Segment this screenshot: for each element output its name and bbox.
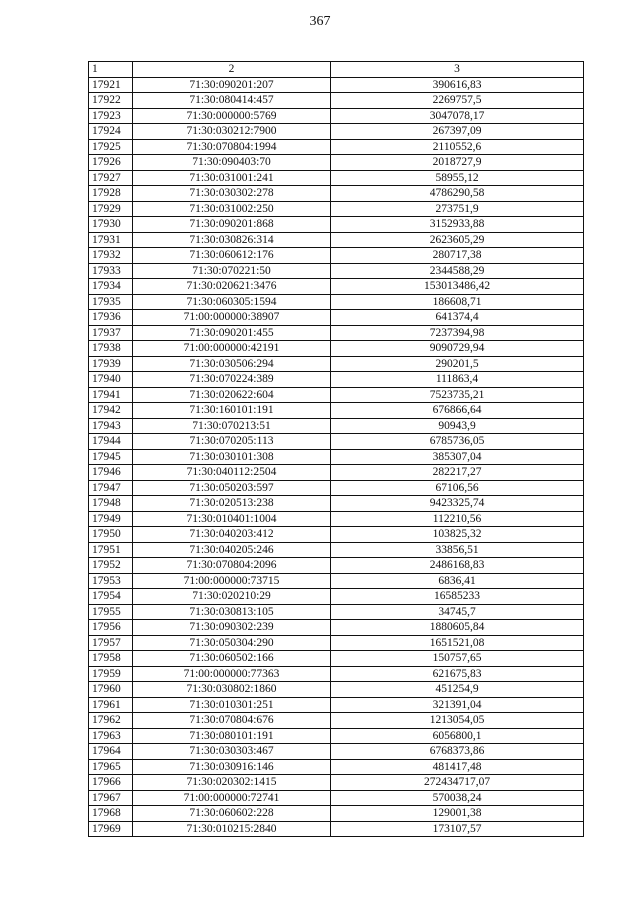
value-cell: 321391,04	[331, 697, 584, 713]
row-number-cell: 17958	[89, 651, 133, 667]
value-cell: 2344588,29	[331, 263, 584, 279]
cadastral-number-cell: 71:30:060602:228	[133, 806, 331, 822]
cadastral-number-cell: 71:30:030826:314	[133, 232, 331, 248]
cadastral-number-cell: 71:00:000000:73715	[133, 573, 331, 589]
row-number-cell: 17949	[89, 511, 133, 527]
cadastral-number-cell: 71:00:000000:42191	[133, 341, 331, 357]
row-number-cell: 17939	[89, 356, 133, 372]
value-cell: 272434717,07	[331, 775, 584, 791]
row-number-cell: 17934	[89, 279, 133, 295]
cadastral-number-cell: 71:30:070804:2096	[133, 558, 331, 574]
cadastral-number-cell: 71:30:020621:3476	[133, 279, 331, 295]
row-number-cell: 17932	[89, 248, 133, 264]
row-number-cell: 17960	[89, 682, 133, 698]
row-number-cell: 17946	[89, 465, 133, 481]
table-row	[89, 651, 584, 667]
cadastral-number-cell: 71:30:050203:597	[133, 480, 331, 496]
value-cell: 2269757,5	[331, 93, 584, 109]
cadastral-number-cell: 71:30:030802:1860	[133, 682, 331, 698]
table-row	[89, 325, 584, 341]
value-cell: 1880605,84	[331, 620, 584, 636]
cadastral-number-cell: 71:30:160101:191	[133, 403, 331, 419]
table-row	[89, 465, 584, 481]
table-row	[89, 821, 584, 837]
value-cell: 34745,7	[331, 604, 584, 620]
table-row	[89, 294, 584, 310]
table-row	[89, 263, 584, 279]
cadastral-number-cell: 71:00:000000:38907	[133, 310, 331, 326]
table-row	[89, 806, 584, 822]
row-number-cell: 17955	[89, 604, 133, 620]
value-cell: 1213054,05	[331, 713, 584, 729]
row-number-cell: 17957	[89, 635, 133, 651]
value-cell: 6768373,86	[331, 744, 584, 760]
table-row	[89, 744, 584, 760]
row-number-cell: 17941	[89, 387, 133, 403]
value-cell: 173107,57	[331, 821, 584, 837]
value-cell: 282217,27	[331, 465, 584, 481]
row-number-cell: 17930	[89, 217, 133, 233]
table-row	[89, 77, 584, 93]
table-row	[89, 418, 584, 434]
cadastral-number-cell: 71:30:030212:7900	[133, 124, 331, 140]
table-row	[89, 155, 584, 171]
cadastral-number-cell: 71:30:040203:412	[133, 527, 331, 543]
cadastral-number-cell: 71:00:000000:77363	[133, 666, 331, 682]
row-number-cell: 17952	[89, 558, 133, 574]
table-row	[89, 496, 584, 512]
value-cell: 6836,41	[331, 573, 584, 589]
row-number-cell: 17935	[89, 294, 133, 310]
cadastral-number-cell: 71:30:080414:457	[133, 93, 331, 109]
table-row	[89, 232, 584, 248]
value-cell: 67106,56	[331, 480, 584, 496]
cadastral-number-cell: 71:30:030302:278	[133, 186, 331, 202]
value-cell: 16585233	[331, 589, 584, 605]
row-number-cell: 17950	[89, 527, 133, 543]
cadastral-number-cell: 71:30:010301:251	[133, 697, 331, 713]
cadastral-number-cell: 71:30:010215:2840	[133, 821, 331, 837]
table-row	[89, 589, 584, 605]
table-row	[89, 186, 584, 202]
row-number-cell: 17929	[89, 201, 133, 217]
value-cell: 570038,24	[331, 790, 584, 806]
row-number-cell: 17926	[89, 155, 133, 171]
table-row	[89, 713, 584, 729]
value-cell: 186608,71	[331, 294, 584, 310]
cadastral-number-cell: 71:30:090302:239	[133, 620, 331, 636]
table-row	[89, 201, 584, 217]
table-row	[89, 511, 584, 527]
table-row	[89, 480, 584, 496]
row-number-cell: 17966	[89, 775, 133, 791]
cadastral-number-cell: 71:30:030101:308	[133, 449, 331, 465]
cadastral-number-cell: 71:30:060612:176	[133, 248, 331, 264]
value-cell: 129001,38	[331, 806, 584, 822]
value-cell: 4786290,58	[331, 186, 584, 202]
cadastral-number-cell: 71:30:090201:868	[133, 217, 331, 233]
table-row	[89, 558, 584, 574]
value-cell: 6785736,05	[331, 434, 584, 450]
value-cell: 7523735,21	[331, 387, 584, 403]
value-cell: 90943,9	[331, 418, 584, 434]
header-row	[89, 62, 584, 78]
row-number-cell: 17931	[89, 232, 133, 248]
cadastral-number-cell: 71:30:070205:113	[133, 434, 331, 450]
row-number-cell: 17948	[89, 496, 133, 512]
cadastral-number-cell: 71:30:090201:207	[133, 77, 331, 93]
table-row	[89, 310, 584, 326]
table-row	[89, 93, 584, 109]
table-row	[89, 604, 584, 620]
value-cell: 150757,65	[331, 651, 584, 667]
cadastral-number-cell: 71:30:020302:1415	[133, 775, 331, 791]
table-row	[89, 635, 584, 651]
table-header	[89, 62, 584, 78]
cadastral-number-cell: 71:30:080101:191	[133, 728, 331, 744]
cadastral-number-cell: 71:00:000000:72741	[133, 790, 331, 806]
table-row	[89, 682, 584, 698]
value-cell: 103825,32	[331, 527, 584, 543]
value-cell: 267397,09	[331, 124, 584, 140]
cadastral-number-cell: 71:30:040112:2504	[133, 465, 331, 481]
row-number-cell: 17923	[89, 108, 133, 124]
cadastral-number-cell: 71:30:040205:246	[133, 542, 331, 558]
cadastral-number-cell: 71:30:070224:389	[133, 372, 331, 388]
row-number-cell: 17956	[89, 620, 133, 636]
value-cell: 385307,04	[331, 449, 584, 465]
value-cell: 290201,5	[331, 356, 584, 372]
value-cell: 3047078,17	[331, 108, 584, 124]
table-row	[89, 775, 584, 791]
value-cell: 153013486,42	[331, 279, 584, 295]
table-row	[89, 620, 584, 636]
row-number-cell: 17965	[89, 759, 133, 775]
cadastral-number-cell: 71:30:060502:166	[133, 651, 331, 667]
column-header-3: 3	[331, 62, 584, 78]
row-number-cell: 17962	[89, 713, 133, 729]
value-cell: 2110552,6	[331, 139, 584, 155]
cadastral-number-cell: 71:30:031001:241	[133, 170, 331, 186]
value-cell: 2623605,29	[331, 232, 584, 248]
column-header-1: 1	[89, 62, 133, 78]
row-number-cell: 17968	[89, 806, 133, 822]
row-number-cell: 17940	[89, 372, 133, 388]
value-cell: 9423325,74	[331, 496, 584, 512]
row-number-cell: 17967	[89, 790, 133, 806]
value-cell: 2486168,83	[331, 558, 584, 574]
cadastral-number-cell: 71:30:020513:238	[133, 496, 331, 512]
value-cell: 481417,48	[331, 759, 584, 775]
cadastral-number-cell: 71:30:070221:50	[133, 263, 331, 279]
cadastral-number-cell: 71:30:020210:29	[133, 589, 331, 605]
table-row	[89, 341, 584, 357]
row-number-cell: 17925	[89, 139, 133, 155]
row-number-cell: 17927	[89, 170, 133, 186]
table-row	[89, 403, 584, 419]
value-cell: 58955,12	[331, 170, 584, 186]
row-number-cell: 17942	[89, 403, 133, 419]
row-number-cell: 17938	[89, 341, 133, 357]
table-row	[89, 108, 584, 124]
value-cell: 621675,83	[331, 666, 584, 682]
table-row	[89, 542, 584, 558]
value-cell: 2018727,9	[331, 155, 584, 171]
table-row	[89, 728, 584, 744]
value-cell: 273751,9	[331, 201, 584, 217]
row-number-cell: 17933	[89, 263, 133, 279]
table-row	[89, 217, 584, 233]
row-number-cell: 17937	[89, 325, 133, 341]
table-row	[89, 697, 584, 713]
cadastral-number-cell: 71:30:010401:1004	[133, 511, 331, 527]
row-number-cell: 17921	[89, 77, 133, 93]
value-cell: 7237394,98	[331, 325, 584, 341]
table-row	[89, 759, 584, 775]
table-body	[89, 77, 584, 837]
cadastral-number-cell: 71:30:070804:676	[133, 713, 331, 729]
cadastral-number-cell: 71:30:030916:146	[133, 759, 331, 775]
row-number-cell: 17951	[89, 542, 133, 558]
value-cell: 451254,9	[331, 682, 584, 698]
page-number: 367	[309, 14, 331, 29]
table-row	[89, 124, 584, 140]
value-cell: 112210,56	[331, 511, 584, 527]
value-cell: 676866,64	[331, 403, 584, 419]
table-row	[89, 248, 584, 264]
cadastral-number-cell: 71:30:050304:290	[133, 635, 331, 651]
table-row	[89, 372, 584, 388]
cadastral-number-cell: 71:30:000000:5769	[133, 108, 331, 124]
value-cell: 6056800,1	[331, 728, 584, 744]
value-cell: 9090729,94	[331, 341, 584, 357]
value-cell: 641374,4	[331, 310, 584, 326]
row-number-cell: 17961	[89, 697, 133, 713]
row-number-cell: 17964	[89, 744, 133, 760]
row-number-cell: 17945	[89, 449, 133, 465]
table-row	[89, 279, 584, 295]
row-number-cell: 17928	[89, 186, 133, 202]
table-row	[89, 527, 584, 543]
cadastral-number-cell: 71:30:070213:51	[133, 418, 331, 434]
value-cell: 280717,38	[331, 248, 584, 264]
table-row	[89, 790, 584, 806]
parcel-value-table	[88, 61, 584, 837]
cadastral-number-cell: 71:30:090403:70	[133, 155, 331, 171]
row-number-cell: 17947	[89, 480, 133, 496]
table-row	[89, 170, 584, 186]
row-number-cell: 17943	[89, 418, 133, 434]
table-row	[89, 356, 584, 372]
table-row	[89, 139, 584, 155]
value-cell: 3152933,88	[331, 217, 584, 233]
row-number-cell: 17954	[89, 589, 133, 605]
cadastral-number-cell: 71:30:020622:604	[133, 387, 331, 403]
table-row	[89, 434, 584, 450]
row-number-cell: 17959	[89, 666, 133, 682]
cadastral-number-cell: 71:30:030303:467	[133, 744, 331, 760]
cadastral-number-cell: 71:30:060305:1594	[133, 294, 331, 310]
row-number-cell: 17944	[89, 434, 133, 450]
row-number-cell: 17963	[89, 728, 133, 744]
row-number-cell: 17953	[89, 573, 133, 589]
value-cell: 1651521,08	[331, 635, 584, 651]
table-row	[89, 387, 584, 403]
cadastral-number-cell: 71:30:030506:294	[133, 356, 331, 372]
table-row	[89, 449, 584, 465]
row-number-cell: 17922	[89, 93, 133, 109]
column-header-2: 2	[133, 62, 331, 78]
cadastral-number-cell: 71:30:090201:455	[133, 325, 331, 341]
table-row	[89, 666, 584, 682]
value-cell: 111863,4	[331, 372, 584, 388]
row-number-cell: 17924	[89, 124, 133, 140]
value-cell: 390616,83	[331, 77, 584, 93]
table-row	[89, 573, 584, 589]
value-cell: 33856,51	[331, 542, 584, 558]
row-number-cell: 17936	[89, 310, 133, 326]
row-number-cell: 17969	[89, 821, 133, 837]
cadastral-number-cell: 71:30:070804:1994	[133, 139, 331, 155]
cadastral-number-cell: 71:30:031002:250	[133, 201, 331, 217]
cadastral-number-cell: 71:30:030813:105	[133, 604, 331, 620]
